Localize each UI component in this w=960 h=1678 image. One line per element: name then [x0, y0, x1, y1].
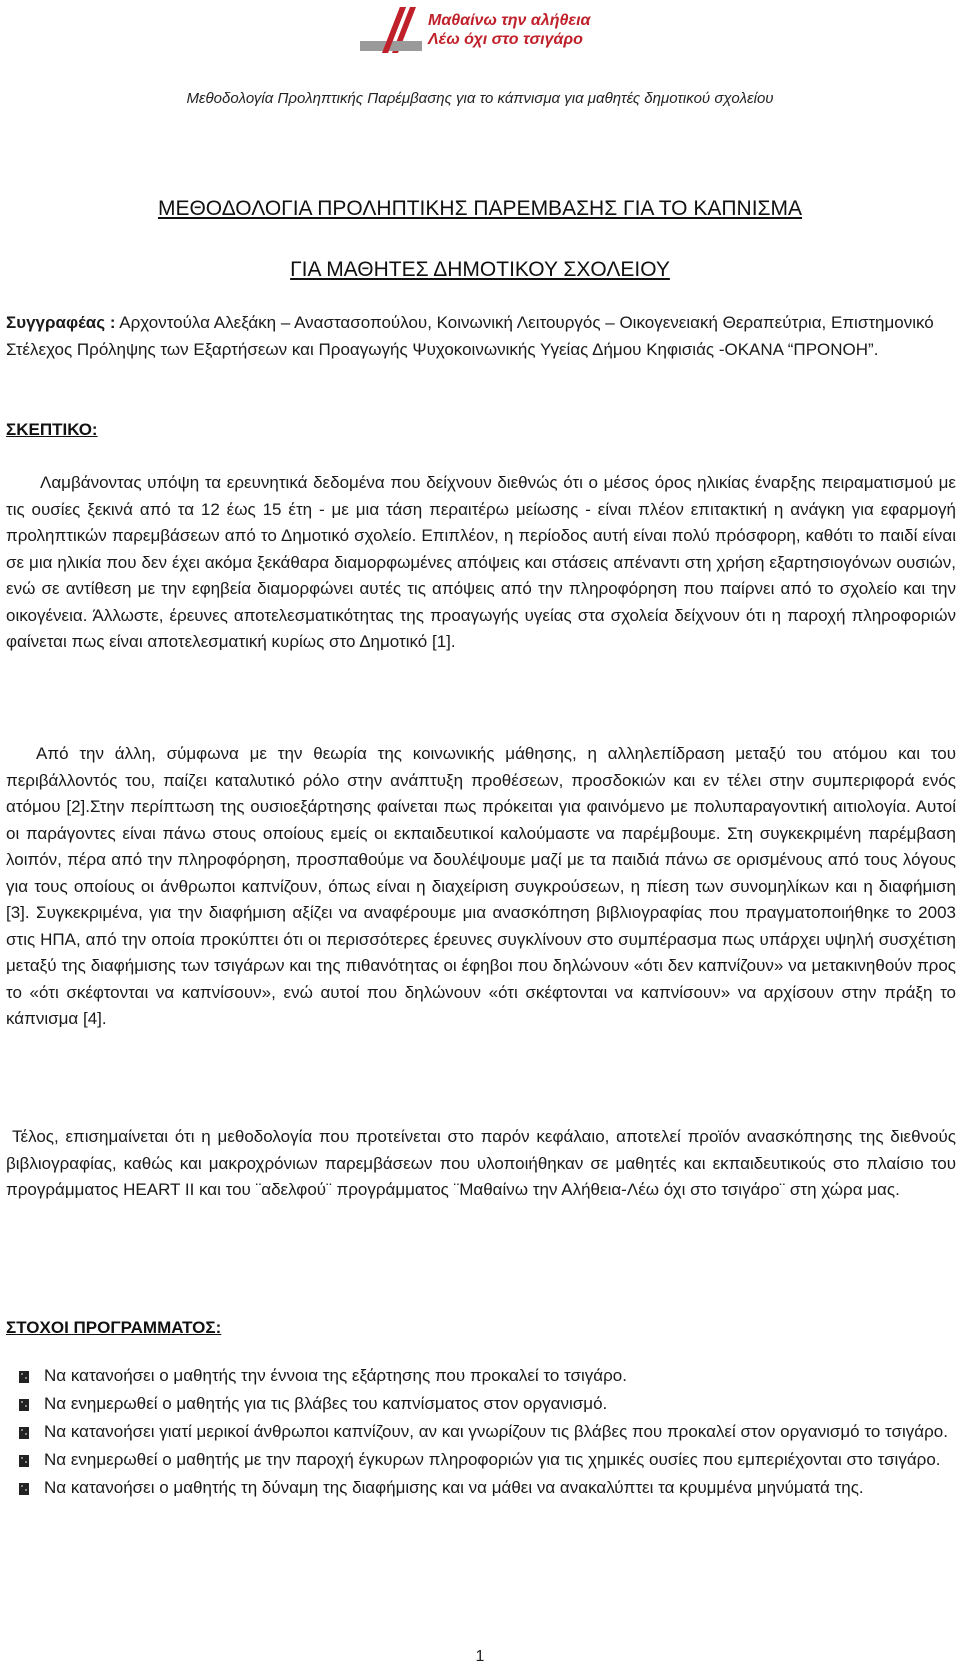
document-title-line-2: ΓΙΑ ΜΑΘΗΤΕΣ ΔΗΜΟΤΙΚΟΥ ΣΧΟΛΕΙΟΥ — [290, 258, 670, 281]
goals-list — [14, 1362, 956, 1502]
square-bullet-icon — [18, 1370, 30, 1384]
list-item — [14, 1418, 956, 1446]
goals-heading: ΣΤΟΧΟΙ ΠΡΟΓΡΑΜΜΑΤΟΣ: — [6, 1318, 222, 1337]
authors-block — [6, 310, 956, 363]
goal-text: Να κατανοήσει ο μαθητής τη δύναμη της διαφήμισης και να μάθει να ανακαλύπτει τα κρυμμένα μηνύματά της. — [44, 1478, 864, 1497]
rationale-paragraph-3: Τέλος, επισημαίνεται ότι η μεθοδολογία που προτείνεται στο παρόν κεφάλαιο, αποτελεί προϊόν ανασκόπησης της διεθνούς βιβλιογραφίας, καθώς και μακροχρόνιων παρεμβάσεων που υλοποιήθηκαν σε μαθητές και εκπαιδευτικούς στο πλαίσιο του προγράμματος HEART II και του ¨αδελφού¨ προγράμματος ¨Μαθαίνω την Αλήθεια-Λέω όχι στο τσιγάρο¨ στη χώρα μας. — [6, 1127, 956, 1199]
rationale-paragraph-2: Από την άλλη, σύμφωνα με την θεωρία της κοινωνικής μάθησης, η αλληλεπίδραση μεταξύ του ατόμου και του περιβάλλοντός του, παίζει καταλυτικό ρόλο στην ανάπτυξη προθέσεων, προσδοκιών και εν τέλει στην συμπεριφορά ενός ατόμου [2].Στην περίπτωση της ουσιοεξάρτησης φαίνεται πως πρόκειται για φαινόμενο με πολυπαραγοντική αιτιολογία. Αυτοί οι παράγοντες είναι πάνω στους οποίους εμείς οι εκπαιδευτικοί καλούμαστε να παρέμβουμε. Στη συγκεκριμένη παρέμβαση λοιπόν, πέρα από την πληροφόρηση, προσπαθούμε να δουλέψουμε μαζί με τα παιδιά πάνω σε ορισμένους από τους λόγους για τους οποίους οι άνθρωποι καπνίζουν, όπως είναι η διαχείριση συγκρούσεων, η πίεση των συνομηλίκων και η διαφήμιση [3]. Συγκεκριμένα, για την διαφήμιση αξίζει να αναφέρουμε μια ανασκόπηση βιβλιογραφίας που πραγματοποιήθηκε το 2003 στις ΗΠΑ, από την οποία προκύπτει ότι οι περισσότερες έρευνες συγκλίνουν στο συμπέρασμα πως υπάρχει υψηλή συσχέτιση μεταξύ της διαφήμισης των τσιγάρων και της πιθανότητας οι έφηβοι που δηλώνουν «ότι δεν καπνίζουν» να μετακινηθούν προς το «ότι σκέφτονται να καπνίσουν», ενώ αυτοί που δηλώνουν «ότι σκέφτονται να καπνίσουν» να αρχίσουν στην πράξη το κάπνισμα [4]. — [6, 744, 956, 1028]
list-item — [14, 1362, 956, 1390]
goal-text: Να ενημερωθεί ο μαθητής για τις βλάβες του καπνίσματος στον οργανισμό. — [44, 1394, 608, 1413]
authors-text: Αρχοντούλα Αλεξάκη – Αναστασοπούλου, Κοινωνική Λειτουργός – Οικογενειακή Θεραπεύτρια, Επιστημονικό Στέλεχος Πρόληψης των Εξαρτήσεων και Προαγωγής Ψυχοκοινωνικής Υγείας Δήμου Κηφισιάς -ΟΚΑΝΑ “ΠΡΟΝΟΗ”. — [6, 313, 934, 359]
goal-text: Να κατανοήσει γιατί μερικοί άνθρωποι καπνίζουν, αν και γνωρίζουν τις βλάβες που προκαλεί στον οργανισμό το τσιγάρο. — [44, 1422, 948, 1441]
running-head: Μεθοδολογία Προληπτικής Παρέμβασης για το κάπνισμα για μαθητές δημοτικού σχολείου — [186, 90, 774, 107]
square-bullet-icon — [18, 1398, 30, 1412]
logo-line-1: Μαθαίνω την αλήθεια — [428, 12, 591, 29]
document-title-line-1: ΜΕΘΟΔΟΛΟΓΙΑ ΠΡΟΛΗΠΤΙΚΗΣ ΠΑΡΕΜΒΑΣΗΣ ΓΙΑ ΤΟ ΚΑΠΝΙΣΜΑ — [157, 197, 803, 220]
list-item — [14, 1474, 956, 1502]
program-logo — [360, 6, 590, 54]
square-bullet-icon — [18, 1454, 30, 1468]
list-item — [14, 1446, 956, 1474]
square-bullet-icon — [18, 1482, 30, 1496]
authors-label: Συγγραφέας : — [6, 313, 116, 332]
list-item — [14, 1390, 956, 1418]
logo-line-2: Λέω όχι στο τσιγάρο — [428, 31, 583, 48]
square-bullet-icon — [18, 1426, 30, 1440]
logo-mark-icon — [360, 5, 422, 55]
goal-text: Να κατανοήσει ο μαθητής την έννοια της εξάρτησης που προκαλεί το τσιγάρο. — [44, 1366, 627, 1385]
goal-text: Να ενημερωθεί ο μαθητής με την παροχή έγκυρων πληροφοριών για τις χημικές ουσίες που εμπεριέχονται στο τσιγάρο. — [44, 1450, 941, 1469]
page-number: 1 — [475, 1648, 485, 1665]
rationale-paragraph-1: Λαμβάνοντας υπόψη τα ερευνητικά δεδομένα που δείχνουν διεθνώς ότι ο μέσος όρος ηλικίας έναρξης πειραματισμού με τις ουσίες ξεκινά από τα 12 έως 15 έτη - με μια τάση περαιτέρω μείωσης - είναι πλέον επιτακτική η ανάγκη για εφαρμογή προληπτικών παρεμβάσεων από το Δημοτικό σχολείο. Επιπλέον, η περίοδος αυτή είναι πολύ πρόσφορη, καθότι το παιδί είναι σε μια ηλικία που δεν έχει ακόμα ξεκάθαρα διαμορφωμένες απόψεις και στάσεις απέναντι στη χρήση εξαρτησιογόνων ουσιών, ενώ σε αντίθεση με την εφηβεία διαμορφώνει αυτές τις απόψεις από την πληροφόρηση που παίρνει από το σχολείο και την οικογένεια. Άλλωστε, έρευνες αποτελεσματικότητας της προαγωγής υγείας στα σχολεία δείχνουν ότι η παροχή πληροφοριών φαίνεται πως είναι αποτελεσματική κυρίως στο Δημοτικό [1]. — [6, 473, 956, 651]
rationale-heading: ΣΚΕΠΤΙΚΟ: — [6, 420, 98, 439]
